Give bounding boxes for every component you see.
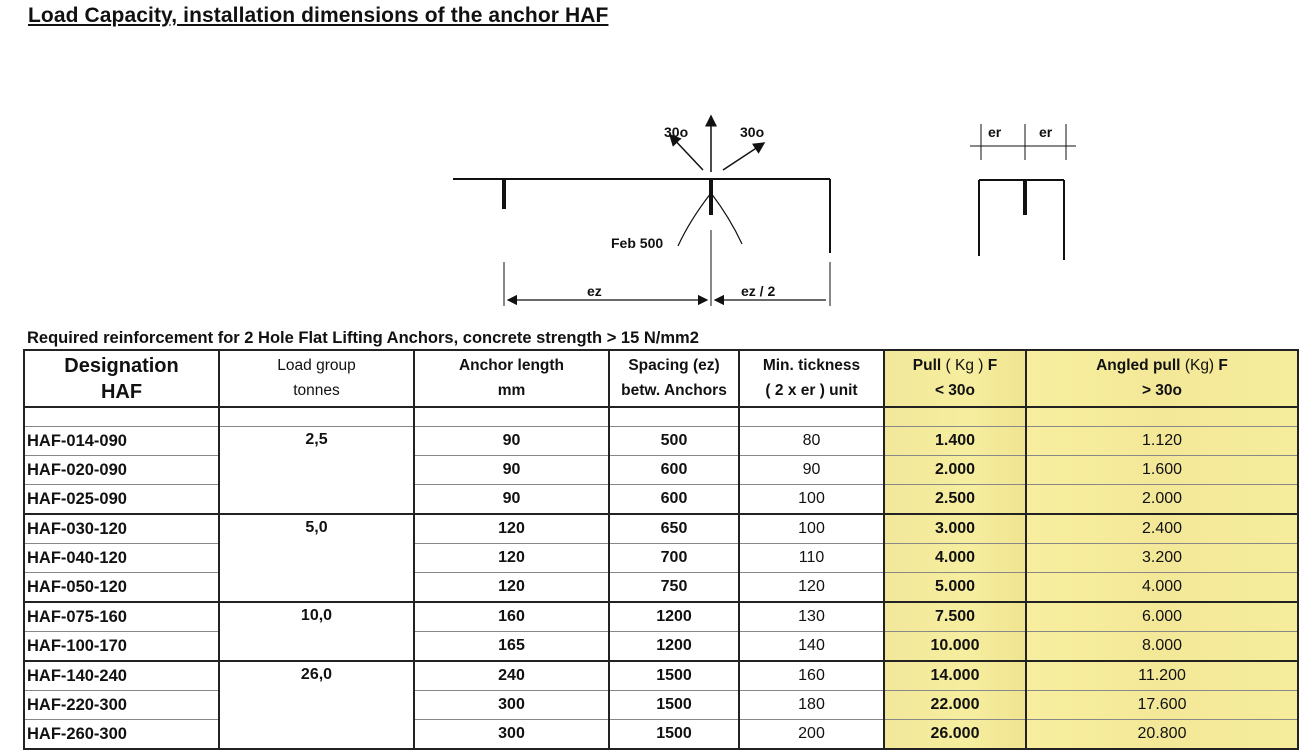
angle-left-label: 30o [664, 124, 689, 140]
spacer-cell [24, 407, 219, 427]
spacer-row [24, 407, 1298, 427]
angled-pull-cell: 8.000 [1026, 632, 1298, 662]
spacing-cell: 600 [609, 456, 739, 485]
min-thickness-cell: 100 [739, 514, 884, 544]
header-angled-pull: Angled pull (Kg) F > 30o [1026, 350, 1298, 407]
header-load-group: Load group tonnes [219, 350, 414, 407]
spacing-cell: 750 [609, 573, 739, 603]
dimension-lines [504, 230, 830, 306]
designation-cell: HAF-014-090 [24, 427, 219, 456]
designation-cell: HAF-075-160 [24, 602, 219, 632]
table-row [24, 602, 1298, 632]
header-anchor-length: Anchor length mm [414, 350, 609, 407]
anchor-length-cell: 300 [414, 720, 609, 750]
header-designation: Designation HAF [24, 350, 219, 407]
min-thickness-cell: 120 [739, 573, 884, 603]
designation-cell: HAF-220-300 [24, 691, 219, 720]
anchor-length-cell: 90 [414, 427, 609, 456]
table-caption: Required reinforcement for 2 Hole Flat Lifting Anchors, concrete strength > 15 N/mm2 [27, 329, 699, 347]
angled-pull-cell: 2.000 [1026, 485, 1298, 515]
table-row [24, 691, 1298, 720]
pull-cell: 5.000 [884, 573, 1026, 603]
min-thickness-cell: 180 [739, 691, 884, 720]
table-row [24, 456, 1298, 485]
spacing-cell: 650 [609, 514, 739, 544]
page-title: Load Capacity, installation dimensions of the anchor HAF [28, 4, 609, 27]
angled-pull-cell: 4.000 [1026, 573, 1298, 603]
anchor-length-cell: 240 [414, 661, 609, 691]
load-group-cell: 26,0 [219, 661, 414, 749]
pull-cell: 26.000 [884, 720, 1026, 750]
load-group-cell: 10,0 [219, 602, 414, 661]
angled-pull-cell: 1.120 [1026, 427, 1298, 456]
angle-right-label: 30o [740, 124, 765, 140]
load-group-cell: 5,0 [219, 514, 414, 602]
ez-dimension-label: ez [587, 283, 602, 299]
designation-cell: HAF-100-170 [24, 632, 219, 662]
angled-pull-cell: 11.200 [1026, 661, 1298, 691]
load-capacity-table [23, 349, 1299, 750]
spacing-cell: 700 [609, 544, 739, 573]
anchor-installation-diagram [0, 0, 1314, 340]
spacing-cell: 1500 [609, 661, 739, 691]
pull-cell: 22.000 [884, 691, 1026, 720]
header-min-thickness: Min. tickness ( 2 x er ) unit [739, 350, 884, 407]
min-thickness-cell: 100 [739, 485, 884, 515]
designation-cell: HAF-030-120 [24, 514, 219, 544]
anchor-length-cell: 160 [414, 602, 609, 632]
spacing-cell: 1200 [609, 602, 739, 632]
pull-cell: 3.000 [884, 514, 1026, 544]
table-row [24, 573, 1298, 603]
table-row [24, 720, 1298, 750]
anchor-length-cell: 165 [414, 632, 609, 662]
angled-pull-cell: 1.600 [1026, 456, 1298, 485]
table-row [24, 514, 1298, 544]
anchor-length-cell: 120 [414, 573, 609, 603]
spacing-cell: 1500 [609, 720, 739, 750]
min-thickness-cell: 90 [739, 456, 884, 485]
pull-cell: 2.500 [884, 485, 1026, 515]
pull-cell: 7.500 [884, 602, 1026, 632]
designation-cell: HAF-140-240 [24, 661, 219, 691]
table-body [24, 407, 1298, 749]
anchor-length-cell: 120 [414, 544, 609, 573]
table-row [24, 544, 1298, 573]
spacer-cell [609, 407, 739, 427]
angled-pull-cell: 17.600 [1026, 691, 1298, 720]
spacer-cell [884, 407, 1026, 427]
table-row [24, 485, 1298, 515]
pull-cell: 14.000 [884, 661, 1026, 691]
header-spacing: Spacing (ez) betw. Anchors [609, 350, 739, 407]
anchor-length-cell: 120 [414, 514, 609, 544]
spacing-cell: 1200 [609, 632, 739, 662]
spacer-cell [739, 407, 884, 427]
min-thickness-cell: 80 [739, 427, 884, 456]
section-view [970, 124, 1076, 260]
angled-pull-cell: 6.000 [1026, 602, 1298, 632]
spacer-cell [219, 407, 414, 427]
header-pull: Pull ( Kg ) F < 30o [884, 350, 1026, 407]
min-thickness-cell: 160 [739, 661, 884, 691]
table-row [24, 661, 1298, 691]
min-thickness-cell: 110 [739, 544, 884, 573]
rebar-label: Feb 500 [611, 235, 664, 251]
pull-cell: 1.400 [884, 427, 1026, 456]
designation-cell: HAF-040-120 [24, 544, 219, 573]
table-row [24, 427, 1298, 456]
spacing-cell: 600 [609, 485, 739, 515]
designation-cell: HAF-020-090 [24, 456, 219, 485]
min-thickness-cell: 130 [739, 602, 884, 632]
pull-cell: 4.000 [884, 544, 1026, 573]
angled-pull-cell: 3.200 [1026, 544, 1298, 573]
angled-pull-cell: 20.800 [1026, 720, 1298, 750]
angled-pull-cell: 2.400 [1026, 514, 1298, 544]
ez-half-dimension-label: ez / 2 [741, 283, 776, 299]
er-right-label: er [1039, 124, 1053, 140]
er-left-label: er [988, 124, 1002, 140]
designation-cell: HAF-050-120 [24, 573, 219, 603]
pull-cell: 2.000 [884, 456, 1026, 485]
table-row [24, 632, 1298, 662]
min-thickness-cell: 140 [739, 632, 884, 662]
pull-cell: 10.000 [884, 632, 1026, 662]
spacer-cell [1026, 407, 1298, 427]
spacer-cell [414, 407, 609, 427]
anchor-length-cell: 90 [414, 456, 609, 485]
load-group-cell: 2,5 [219, 427, 414, 515]
min-thickness-cell: 200 [739, 720, 884, 750]
designation-cell: HAF-260-300 [24, 720, 219, 750]
spacing-cell: 500 [609, 427, 739, 456]
anchor-length-cell: 90 [414, 485, 609, 515]
designation-cell: HAF-025-090 [24, 485, 219, 515]
spacing-cell: 1500 [609, 691, 739, 720]
anchor-length-cell: 300 [414, 691, 609, 720]
